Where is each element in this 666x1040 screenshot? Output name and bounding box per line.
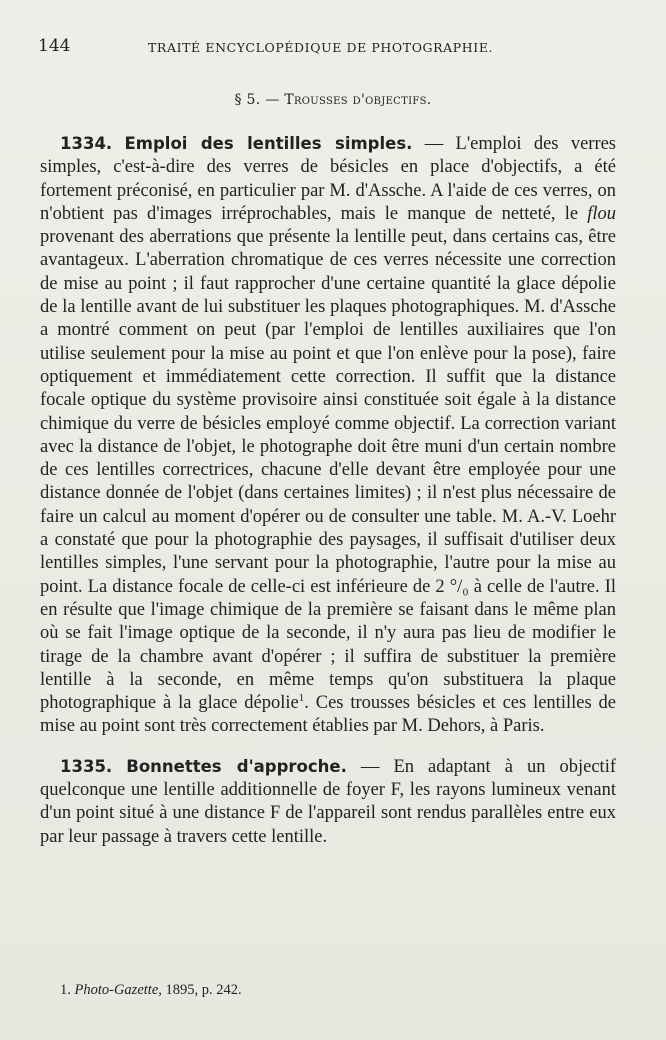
section-heading: [0, 92, 666, 108]
paragraph-1335: [40, 755, 616, 849]
footnote-reference: 1: [298, 691, 305, 704]
paragraph-text: — En adaptant à un objectif quelconque une lentille additionnelle de foyer F, les rayons lumineux venant d'un point situé à une distance F de l'appareil sont rendus parallèles entre eux par leur passage à travers cette lentille.: [40, 756, 617, 847]
footnote: [60, 982, 242, 999]
paragraph-text: — L'emploi des verres simples, c'est-à-dire des verres de bésicles en place d'objectifs, a été fortement préconisé, en particulier par M. d'Assche. A l'aide de ces verres, on n'obtient pas d'images irréprochables, mais le manque de netteté, le: [40, 134, 617, 224]
paragraph-1334: [40, 132, 616, 739]
section-number: § 5. —: [234, 92, 280, 108]
paragraph-title: Emploi des lentilles simples.: [124, 134, 413, 153]
paragraph-number: 1335.: [60, 756, 113, 776]
footnote-marker: 1.: [60, 982, 71, 998]
footnote-source: Photo-Gazette,: [74, 982, 162, 998]
paragraph-number: 1334.: [60, 134, 113, 153]
italic-term: flou: [587, 203, 616, 224]
body-text: [40, 132, 616, 849]
paragraph-text: provenant des aberrations que présente la lentille peut, dans certains cas, être avantageux. L'aberration chromatique de ces verres nécessite une correction de mise au point ; il faut rapprocher d'une certaine quantité la glace dépolie de la lentille avant de lui substituer les plaques photographiques. M. d'Assche a montré comment on peut (par l'emploi de lentilles auxiliaires que l'on utilise seulement pour la mise au point et que l'on enlève pour la pose), faire optiquement et immédiatement cette correction. Il suffit que la distance focale optique du système provisoire ainsi constituée soit égale à la distance chimique du verre de bésicles employé comme objectif. La correction variant avec la distance de l'objet, le photographe doit être muni d'un certain nombre de ces lentilles correctrices, chacune d'elle devant être employée pour une distance donnée de l'objet (dans certaines limites) ; il n'est plus nécessaire de faire un calcul au moment d'opérer ou de consulter une table. M. A.-V. Loehr a constaté que pour la photographie des paysages, il suffisait d'utiliser deux lentilles simples, l'une servant pour la photographie, l'autre pour la mise au point. La distance focale de celle-ci est inférieure de 2 °/₀ à celle de l'autre. Il en résulte que l'image chimique de la première se faisant dans le même plan où se fait l'image optique de la seconde, il n'y aura pas lieu de modifier le tirage de la chambre avant d'opérer ; il suffira de substituer la première lentille à la seconde, en même temps qu'on substituera la plaque photographique à la glace dépolie: [40, 227, 616, 714]
page-number: 144: [38, 36, 71, 56]
footnote-details: 1895, p. 242.: [161, 982, 242, 998]
running-head: TRAITÉ ENCYCLOPÉDIQUE DE PHOTOGRAPHIE.: [148, 40, 494, 55]
section-title: Trousses d'objectifs.: [284, 92, 432, 108]
paragraph-title: Bonnettes d'approche.: [126, 756, 347, 776]
paragraph-text: . Ces trousses bésicles et ces lentilles de mise au point sont très correctement établies par M. Dehors, à Paris.: [40, 693, 616, 737]
